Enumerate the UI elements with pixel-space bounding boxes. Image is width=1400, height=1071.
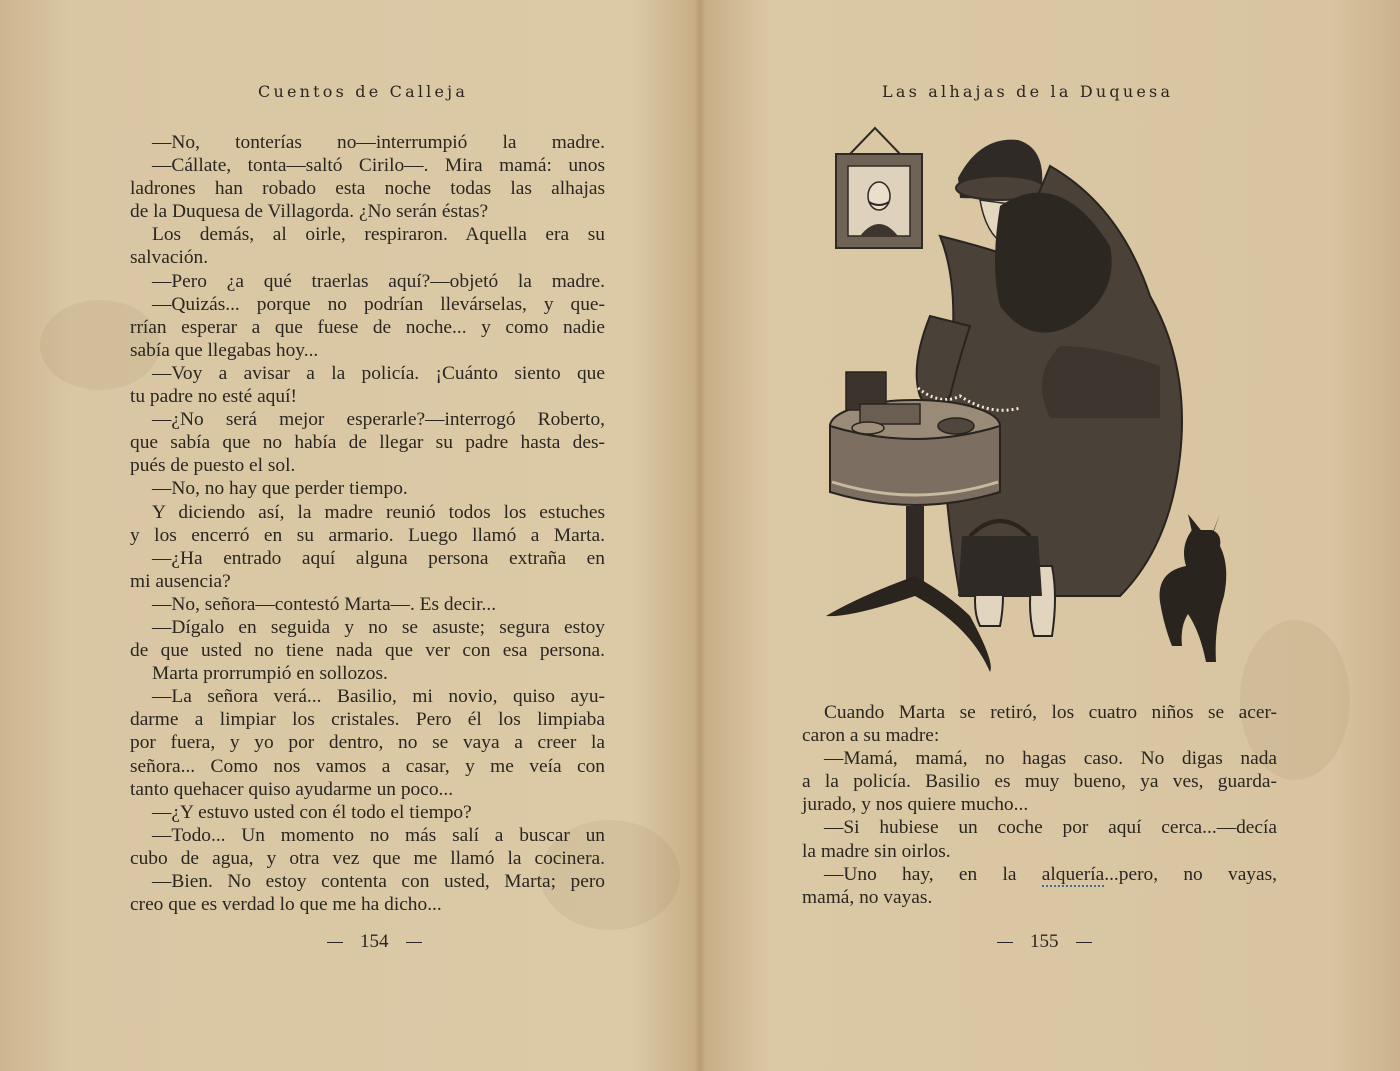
page-number-left [310, 931, 439, 953]
text-line: —Mamá, mamá, no hagas caso. No digas nada [824, 748, 1277, 770]
text-line: caron a su madre: [802, 725, 940, 747]
page-number-right [980, 931, 1109, 953]
text-segment: —Uno hay, en la [824, 863, 1042, 885]
text-line: que sabía que no había de llegar su padre hasta des- [130, 432, 605, 454]
framed-portrait-icon [836, 128, 922, 248]
text-line: rrían esperar a que fuese de noche... y como nadie [130, 316, 605, 338]
cat-figure [1160, 514, 1227, 662]
text-line: de que usted no tiene nada que ver con esa persona. [130, 640, 605, 662]
text-line-mixed [802, 863, 1277, 886]
text-line: tu padre no esté aquí! [130, 386, 297, 408]
text-line: creo que es verdad lo que me ha dicho... [130, 894, 442, 916]
text-line: ladrones han robado esta noche todas las alhajas [130, 178, 605, 200]
text-line: —Bien. No estoy contenta con usted, Marta; pero [152, 871, 605, 892]
text-line: —La señora verá... Basilio, mi novio, quiso ayu- [152, 686, 605, 708]
left-page-text [130, 131, 605, 916]
running-head-right: Las alhajas de la Duquesa [882, 82, 1174, 101]
text-line: —No, señora—contestó Marta—. Es decir... [152, 593, 497, 615]
text-line: —Cállate, tonta—saltó Cirilo—. Mira mamá: unos [152, 155, 605, 177]
text-line: cubo de agua, y otra vez que me llamó la cocinera. [130, 847, 605, 869]
text-line: —No, tonterías no—interrumpió la madre. [152, 132, 605, 153]
text-line: la madre sin oirlos. [802, 840, 951, 862]
text-line: —Todo... Un momento no más salí a buscar un [152, 824, 605, 846]
text-line: —¿Y estuvo usted con él todo el tiempo? [152, 801, 472, 823]
text-line: —¿Ha entrado aquí alguna persona extraña en [152, 547, 605, 569]
text-line: mamá, no vayas. [802, 886, 933, 908]
text-line: a la policía. Basilio es muy bueno, ya ves, guarda- [802, 771, 1277, 793]
text-line: mi ausencia? [130, 570, 231, 592]
text-line: jurado, y nos quiere mucho... [802, 794, 1029, 816]
text-line: tanto quehacer quiso ayudarme un poco... [130, 778, 454, 800]
text-line: darme a limpiar los cristales. Pero él los limpiaba [130, 709, 605, 731]
text-line: por fuera, y yo por dentro, no se vaya a creer la [130, 732, 605, 754]
text-line: —Voy a avisar a la policía. ¡Cuánto siento que [152, 362, 605, 384]
text-line: —Quizás... porque no podrían llevárselas, y que- [152, 293, 605, 315]
running-head-left: Cuentos de Calleja [258, 82, 469, 101]
text-line: —Dígalo en seguida y no se asuste; segura estoy [152, 616, 605, 638]
text-line: Marta prorrumpió en sollozos. [152, 663, 388, 685]
text-line: —¿No será mejor esperarle?—interrogó Roberto, [152, 409, 605, 431]
text-line: Cuando Marta se retiró, los cuatro niños se acer- [824, 702, 1277, 723]
text-line: señora... Como nos vamos a casar, y me veía con [130, 755, 605, 777]
text-line: de la Duquesa de Villagorda. ¿No serán éstas? [130, 201, 489, 223]
text-line: —No, no hay que perder tiempo. [152, 478, 408, 500]
text-line: y los encerró en su armario. Luego llamó a Marta. [130, 524, 605, 546]
page-number-value: 155 [1030, 931, 1059, 952]
text-line: salvación. [130, 247, 209, 269]
text-line: —Si hubiese un coche por aquí cerca...—decía [824, 817, 1277, 839]
illustration-woman-with-jewels [820, 126, 1290, 682]
text-line: —Pero ¿a qué traerlas aquí?—objetó la madre. [152, 270, 605, 292]
page-number-value: 154 [360, 931, 389, 952]
underlined-word: alquería [1041, 863, 1105, 885]
text-line: Los demás, al oirle, respiraron. Aquella era su [152, 224, 605, 246]
woman-figure [917, 140, 1182, 636]
text-segment: ...pero, no vayas, [1104, 863, 1277, 885]
right-page-text [802, 701, 1277, 909]
right-page [700, 0, 1400, 1071]
text-line: Y diciendo así, la madre reunió todos los estuches [152, 501, 605, 523]
text-line: sabía que llegabas hoy... [130, 339, 319, 361]
text-line: pués de puesto el sol. [130, 455, 296, 477]
